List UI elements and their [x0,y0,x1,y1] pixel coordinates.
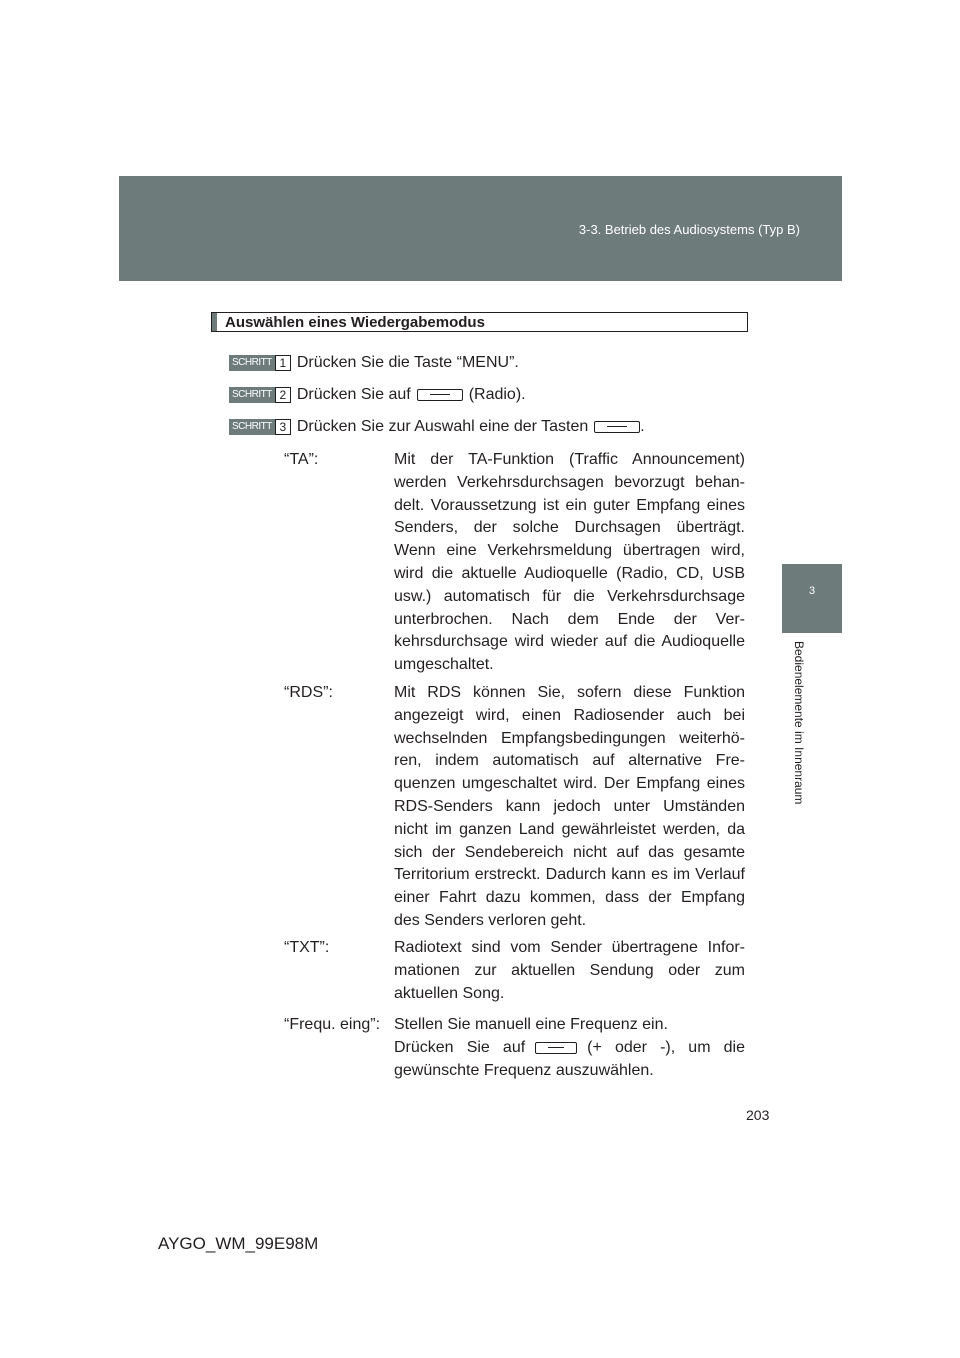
screen-button-icon [417,389,463,401]
step-text: Drücken Sie die Taste “MENU”. [296,354,519,371]
entry-description-line: Stellen Sie manuell eine Frequenz ein. [394,1016,668,1033]
entry-term: “TA”: [284,451,319,468]
step-badge-label: SCHRITT [229,387,275,403]
chapter-side-label: Bedienelemente im Innenraum [792,641,806,805]
entry-description-line [394,1037,745,1083]
entry-text-post: (+ oder -), um die gewünschte Frequenz auszuwählen. [394,1038,745,1079]
entry-description: Mit der TA-Funktion (Traffic Announcement) werden Verkehrsdurchsagen bevorzugt behandelt. Voraussetzung ist ein guter Empfang eines Senders, der solche Durchsagen überträgt. Wenn eine Verkehrsmeldung übertragen wird, wird die aktuelle Audioquelle (Radio, CD, USB usw.) automatisch für die Verkehrsdurchsage unterbrochen. Nach dem Ende der Verkehrsdurchsage wird wieder auf die Audioquelle umgeschaltet. [394,451,745,674]
page-number: 203 [746,1107,770,1123]
step-badge-label: SCHRITT [229,355,275,371]
step-text: Drücken Sie auf [296,386,411,403]
section-header-title: 3-3. Betrieb des Audiosystems (Typ B) [578,222,800,237]
entry-description: Mit RDS können Sie, sofern diese Funktion angezeigt wird, einen Radiosender auch bei wechselnden Empfangsbedingungen weiterhören, indem automatisch auf alternative Frequenzen umgeschaltet wird. Der Empfang eines RDS-Senders kann jedoch unter Umständen nicht im ganzen Land gewährleistet werden, da sich der Sendebereich nicht auf das gesamte Territorium erstreckt. Dadurch kann es im Verlauf einer Fahrt dazu kommen, dass der Empfang des Senders verloren geht. [394,684,745,929]
heading-accent-bar [212,313,217,331]
step-badge-number: 3 [275,419,291,435]
entry-term: “Frequ. eing”: [284,1016,381,1033]
step-text-suffix: (Radio). [468,386,526,403]
document-code: AYGO_WM_99E98M [158,1234,319,1253]
entry-term: “RDS”: [284,684,333,701]
screen-button-icon [535,1042,577,1054]
step-badge-number: 2 [275,387,291,403]
step-badge [229,355,291,371]
header-band [119,176,842,281]
chapter-tab: 3 [782,564,842,633]
step-2 [229,386,526,404]
section-heading-text: Auswählen eines Wiedergabemodus [225,314,485,331]
entry-text-pre: Drücken Sie auf [394,1038,526,1056]
step-1 [229,354,519,372]
step-badge [229,387,291,403]
step-3 [229,418,645,436]
step-text-suffix: . [640,418,645,435]
step-badge-label: SCHRITT [229,419,275,435]
section-heading [211,312,748,332]
step-badge-number: 1 [275,355,291,371]
step-text: Drücken Sie zur Auswahl eine der Tasten [296,418,589,435]
entry-term: “TXT”: [284,939,330,956]
screen-button-icon [594,421,640,433]
entry-description: Radiotext sind vom Sender übertragene Informationen zur aktuellen Sendung oder zum aktuellen Song. [394,939,745,1002]
entry-description [394,1014,745,1082]
step-badge [229,419,291,435]
